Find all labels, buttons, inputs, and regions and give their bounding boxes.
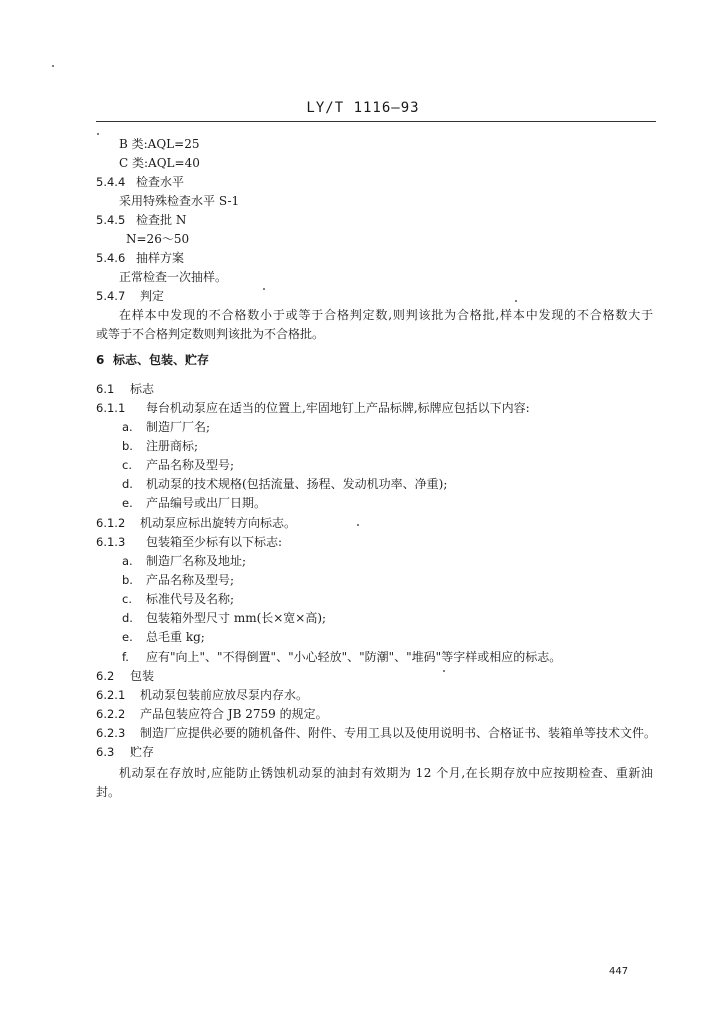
section-text: 产品名称及型号; <box>146 458 235 472</box>
section-text: 判定 <box>140 289 165 303</box>
scan-speck <box>443 670 445 672</box>
section-text: 包装箱至少标有以下标志: <box>146 535 283 549</box>
section-text: 检查批 N <box>136 213 187 227</box>
section-text: 标志、包装、贮存 <box>113 353 210 367</box>
section-number: b. <box>122 573 133 587</box>
section-number: 6.1.2 <box>96 516 126 530</box>
section-text: 制造厂厂名; <box>146 420 211 434</box>
scan-speck <box>97 133 99 135</box>
section-text: 机动泵应标出旋转方向标志。 <box>140 516 297 530</box>
section-text: 标准代号及名称; <box>146 592 235 606</box>
section-number: c. <box>122 592 132 606</box>
section-text: 包装 <box>130 669 155 683</box>
section-number: b. <box>122 439 133 453</box>
section-number: 5.4.6 <box>96 251 126 265</box>
scan-speck <box>263 288 265 290</box>
section-text: 注册商标; <box>146 439 199 453</box>
section-text: 标志 <box>130 382 155 396</box>
section-number: 6.2.3 <box>96 726 126 740</box>
section-number: 6.2.2 <box>96 707 126 721</box>
section-text: 应有"向上"、"不得倒置"、"小心轻放"、"防潮"、"堆码"等字样或相应的标志。 <box>146 650 562 664</box>
section-number: e. <box>122 496 133 510</box>
section-text: 检查水平 <box>136 175 185 189</box>
header-rule <box>96 121 656 122</box>
section-number: 6.1 <box>96 382 115 396</box>
body-text: 机动泵在存放时,应能防止锈蚀机动泵的油封有效期为 12 个月,在长期存放中应按期检查、重新油 <box>119 766 654 780</box>
section-text: 每台机动泵应在适当的位置上,牢固地钉上产品标牌,标牌应包括以下内容: <box>146 401 530 415</box>
section-number: a. <box>122 554 133 568</box>
page-header: LY/T 1116—93 <box>306 100 420 116</box>
scan-speck <box>52 65 54 67</box>
body-text: 正常检查一次抽样。 <box>119 270 228 284</box>
section-text: 制造厂应提供必要的随机备件、附件、专用工具以及使用说明书、合格证书、装箱单等技术文件。 <box>140 726 657 740</box>
section-number: 6.3 <box>96 745 115 759</box>
page-number: 447 <box>609 966 629 977</box>
section-text: 总毛重 kg; <box>146 630 205 644</box>
section-text: 产品名称及型号; <box>146 573 235 587</box>
body-text: B 类:AQL=25 <box>119 137 200 151</box>
section-text: 产品包装应符合 JB 2759 的规定。 <box>140 707 328 721</box>
section-number: f. <box>122 650 129 664</box>
section-text: 机动泵包装前应放尽泵内存水。 <box>140 688 309 702</box>
section-number: 6.2.1 <box>96 688 126 702</box>
body-text: 在样本中发现的不合格数小于或等于合格判定数,则判该批为合格批,样本中发现的不合格数大于 <box>119 308 654 322</box>
section-number: 6.1.3 <box>96 535 126 549</box>
section-text: 包装箱外型尺寸 mm(长×宽×高); <box>146 611 327 625</box>
section-number: 5.4.5 <box>96 213 126 227</box>
section-number: 6.1.1 <box>96 401 126 415</box>
section-number: 6.2 <box>96 669 115 683</box>
section-text: 贮存 <box>130 745 155 759</box>
section-number: e. <box>122 630 133 644</box>
section-number: d. <box>122 477 133 491</box>
section-text: 产品编号或出厂日期。 <box>146 496 267 510</box>
body-text: 采用特殊检查水平 S-1 <box>119 194 240 208</box>
scan-speck <box>515 300 517 302</box>
body-text: C 类:AQL=40 <box>119 156 200 170</box>
section-text: 抽样方案 <box>136 251 185 265</box>
section-number: c. <box>122 458 132 472</box>
section-number: 5.4.4 <box>96 175 126 189</box>
section-number: 5.4.7 <box>96 289 126 303</box>
section-number: a. <box>122 420 133 434</box>
body-text: 封。 <box>96 785 121 799</box>
section-number: d. <box>122 611 133 625</box>
section-text: 机动泵的技术规格(包括流量、扬程、发动机功率、净重); <box>146 477 448 491</box>
scan-speck <box>357 524 359 526</box>
body-text: N=26～50 <box>126 232 190 246</box>
body-text: 或等于不合格判定数则判该批为不合格批。 <box>96 327 325 341</box>
section-number: 6 <box>96 353 105 367</box>
section-text: 制造厂名称及地址; <box>146 554 247 568</box>
